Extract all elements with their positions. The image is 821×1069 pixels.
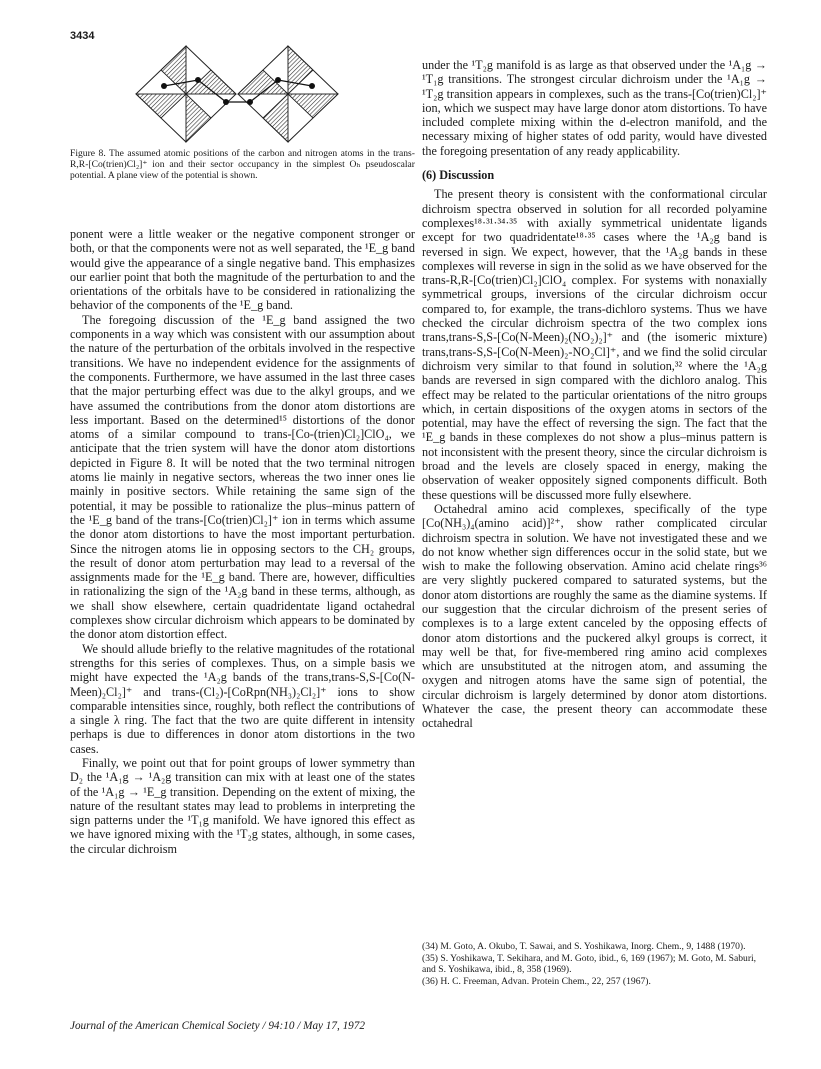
left-column (70, 227, 415, 856)
paragraph: under the ¹T₂g manifold is as large as that observed under the ¹A₁g → ¹T₁g transitions. The strongest circular dichroism under the ¹A₁g → ¹T₂g transition appears in complexes, such as the trans-[Co(trien)Cl₂]⁺ ion, which we suspect may have large donor atom distortions. To have included complete mixing within the d-electron manifold, and the necessary mixing of higher states of odd parity, would have divested the foregoing presentation of any ready applicability. (422, 58, 767, 158)
page-number: 3434 (70, 30, 95, 42)
figure-caption: Figure 8. The assumed atomic positions of the carbon and nitrogen atoms in the trans-R,R-[Co(trien)Cl₂]⁺ ion and their sector occupancy in the simplest Oₕ pseudoscalar potential. A plane view of the potential is shown. (70, 148, 415, 182)
reference: (34) M. Goto, A. Okubo, T. Sawai, and S. Yoshikawa, Inorg. Chem., 9, 1488 (1970). (422, 941, 746, 952)
paragraph: The foregoing discussion of the ¹E_g band assigned the two components in a way which was consistent with our assumption about the nature of the perturbation of the orbitals involved in the respective transitions. We have no independent evidence for the assignments of the components. Furthermore, we have assumed in the last three cases that the major perturbing effect was due to the alkyl groups, and we have assumed the contributions from the donor atom distortions are less important. Based on the determined¹⁵ distortions of the donor atoms of a similar compound to trans-[Co-(trien)Cl₂]ClO₄, we anticipate that the trien system will have the donor atom distortions depicted in Figure 8. It will be noted that the two terminal nitrogen atoms lie mainly in negative sectors, whereas the two inner ones lie mainly in positive sectors. While retaining the same sign of the potential, it may be possible to rationalize the plus–minus pattern of the ¹E_g band of the trans-[Co(trien)Cl₂]⁺ ion in terms which assume the donor atom distortions to have the most important perturbation. Since the nitrogen atoms lie in opposing sectors to the CH₂ groups, the result of donor atom perturbation may lead to a reversal of the assignments made for the ¹E_g band. There are, however, difficulties in rationalizing the sign of the ¹A₂g band in these terms, although, as we shall show elsewhere, certain quadridentate ligand octahedral complexes show circular dichroism which appears to be dominated by the donor atom distortion effect. (70, 312, 415, 642)
left-diamond (136, 46, 236, 142)
paragraph: The present theory is consistent with the conformational circular dichroism spectra observed in solution for all recorded polyamine complexes¹⁸·³¹·³⁴·³⁵ with axially symmetrical unidentate ligands except for two quadridentate¹⁸·³⁵ cases where the ¹A₂g band is reversed in sign. We expect, however, that the ¹A₂g bands in these complexes will reverse in sign in the solid as we have observed for the trans-R,R-[Co(trien)Cl₂]ClO₄ complex. For systems with nonaxially symmetrical groups, inversions of the circular dichroism occur compared to, for example, the trans-dichloro systems. Thus we have checked the circular dichroism spectra of the two complex ions trans,trans-S,S-[Co(N-Meen)₂(NO₂)₂]⁺ and (the isomeric mixture) trans,trans-S,S-[Co(N-Meen)₂-NO₂Cl]⁺, and we find the solid circular dichroism very similar to that found in solution,³² where the ¹A₂g bands are reversed in sign compared with the dichloro analog. This effect may be related to the particular orientations of the nitro groups which, in certain dispositions of the oxygen atoms in sectors of the potential, may have the effect of reversing the sign. The fact that the ¹E_g bands in these complexes do not show a plus–minus pattern is not inconsistent with the present theory, since the circular dichroism is broad and the levels are closely spaced in energy, making the observation of weaker oppositely signed components difficult. Both these questions will be discussed more fully elsewhere. (422, 187, 767, 502)
paragraph: We should allude briefly to the relative magnitudes of the rotational strengths for this series of complexes. Thus, on a simple basis we might have expected the ¹A₂g bands of the trans,trans-S,S-[Co(N-Meen)₂Cl₂]⁺ and trans-(Cl₂)-[CoRpn(NH₃)₂Cl₂]⁺ ions to show comparable intensities since, roughly, both reflect the contributions of a single λ ring. The fact that the two are quite different in intensity perhaps is due to differences in donor atom distortions in the two cases. (70, 641, 415, 756)
paragraph: Finally, we point out that for point groups of lower symmetry than D₂ the ¹A₁g → ¹A₂g transition can mix with at least one of the states of the ¹A₁g → ¹E_g transition. Depending on the extent of mixing, the nature of the resultant states may lead to problems in interpreting the sign patterns under the ¹T₁g manifold. We have ignored this effect as we have ignored mixing with the ¹T₂g states, although, in some cases, the circular dichroism (70, 755, 415, 856)
journal-footer: Journal of the American Chemical Society / 94:10 / May 17, 1972 (70, 1020, 365, 1032)
right-diamond (238, 46, 338, 142)
figure-8 (70, 44, 415, 182)
reference: (35) S. Yoshikawa, T. Sekihara, and M. Goto, ibid., 6, 169 (1967); M. Goto, M. Saburi, and S. Yoshikawa, ibid., 8, 358 (1969). (422, 952, 757, 976)
sector-diagram (134, 44, 344, 144)
references (422, 941, 767, 987)
reference: (36) H. C. Freeman, Advan. Protein Chem., 22, 257 (1967). (422, 975, 651, 987)
right-column (422, 58, 767, 731)
section-heading: (6) Discussion (422, 168, 495, 183)
paragraph: ponent were a little weaker or the negative component stronger or both, or that the components were not as well separated, the ¹E_g band would give the appearance of a single negative band. This emphasizes our earlier point that both the magnitude of the perturbation to and the orientations of the orbitals have to be considered in rationalizing the behavior of the components of the ¹E_g band. (70, 227, 415, 313)
paragraph: Octahedral amino acid complexes, specifically of the type [Co(NH₃)₄(amino acid)]²⁺, show rather complicated circular dichroism spectra in solution. We have not investigated these and we do not know whether sign differences occur in the solid state, but we wish to make the following observation. Amino acid chelate rings³⁶ are very slightly puckered compared to saturated systems, but the donor atom distortions are roughly the same as the diamine systems. If our suggestion that the circular dichroism of the present series of complexes is to a large extent canceled by the opposing effects of donor atom distortions and the puckered alkyl groups is correct, it may well be that, for five-membered ring amino acid complexes which are unsubstituted at the nitrogen atom, and assuming the oxygen and nitrogen atoms have the same sign of potential, the circular dichroism is largely determined by donor atom distortions. Whatever the case, the present theory can accommodate these octahedral (422, 501, 767, 731)
